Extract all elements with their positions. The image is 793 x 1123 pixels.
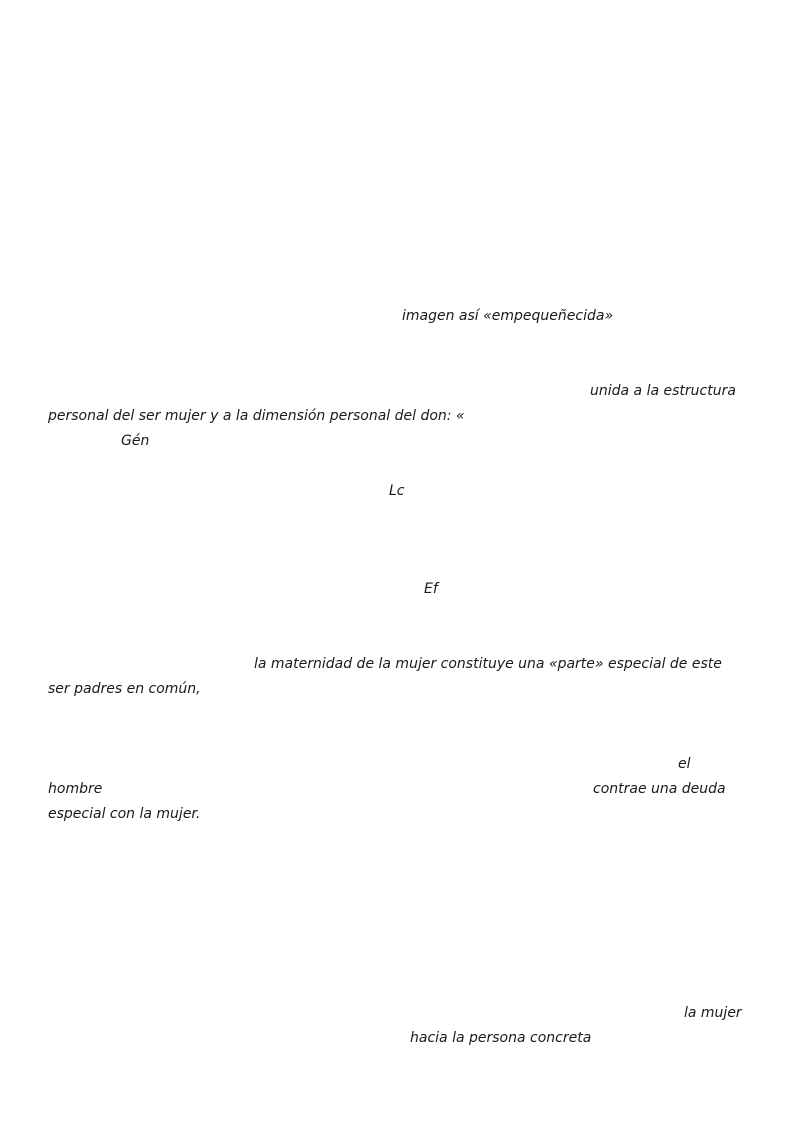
- text-fragment: personal del ser mujer y a la dimensión personal del don: «: [48, 408, 465, 424]
- text-fragment: Lc: [389, 483, 405, 499]
- text-fragment: contrae una deuda: [593, 781, 726, 797]
- text-fragment: hombre: [48, 781, 103, 797]
- text-fragment: el: [678, 756, 691, 772]
- text-fragment: especial con la mujer.: [48, 806, 201, 822]
- text-fragment: la mujer: [684, 1005, 742, 1021]
- text-fragment: ser padres en común,: [48, 681, 201, 697]
- text-fragment: imagen así «empequeñecida»: [402, 308, 614, 324]
- text-fragment: Ef: [424, 581, 438, 597]
- text-fragment: unida a la estructura: [590, 383, 736, 399]
- text-fragment: Gén: [121, 433, 150, 449]
- text-fragment: la maternidad de la mujer constituye una «parte» especial de este: [254, 656, 722, 672]
- text-fragment: hacia la persona concreta: [410, 1030, 592, 1046]
